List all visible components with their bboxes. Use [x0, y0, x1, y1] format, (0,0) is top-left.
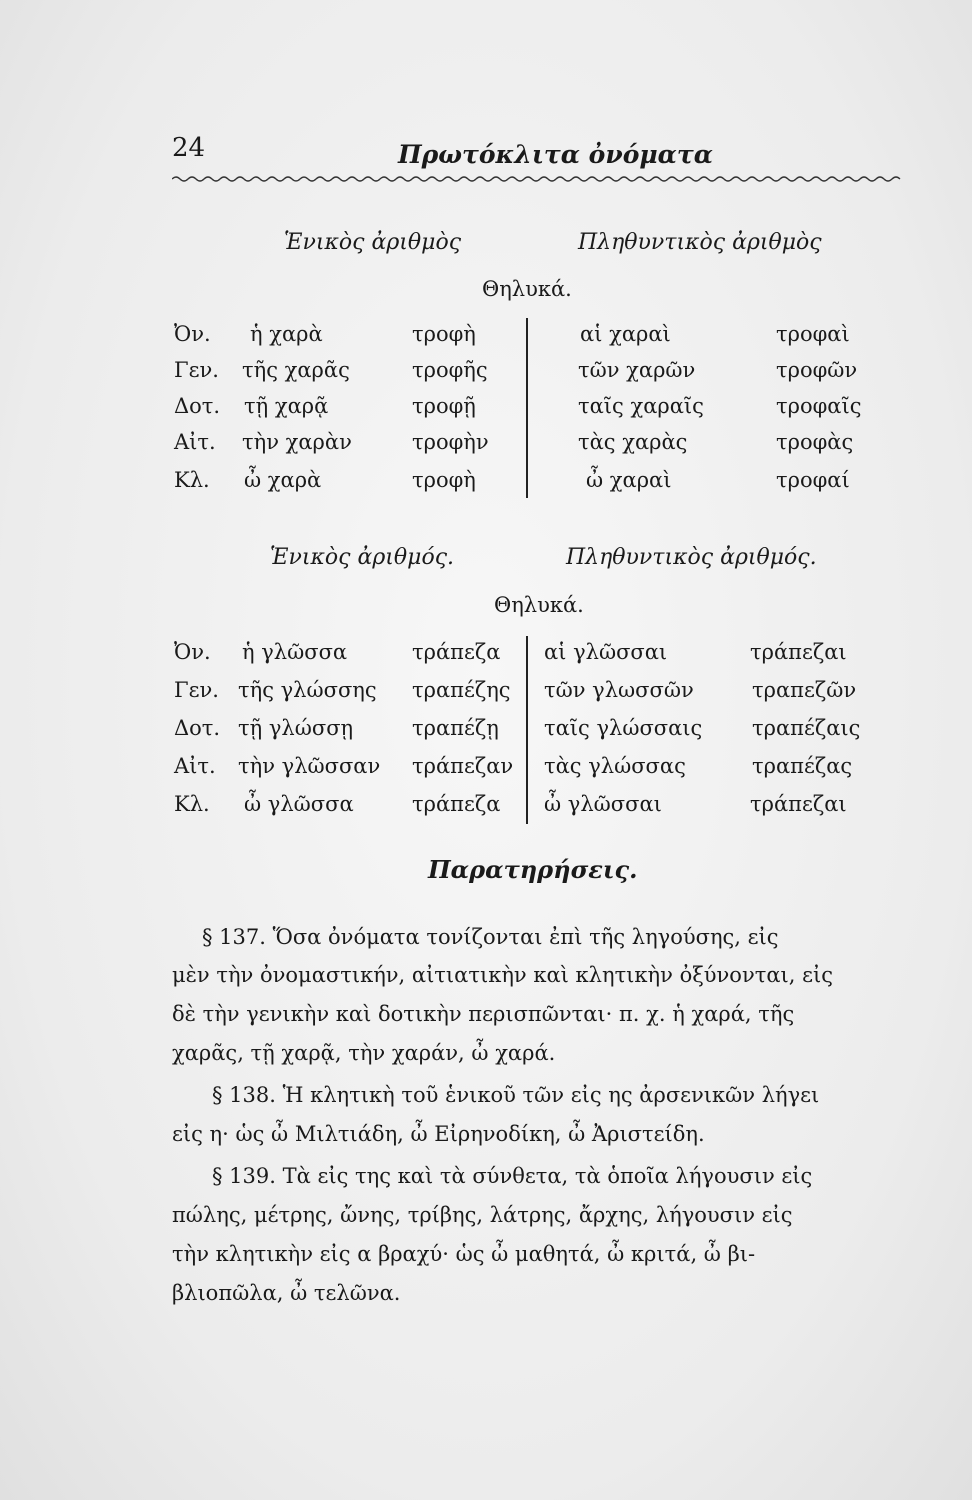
paragraph-line: χαρᾶς, τῇ χαρᾷ, τὴν χαράν, ὦ χαρά.: [172, 1041, 556, 1065]
table1-singular-form: τροφῇ: [412, 394, 476, 418]
table1-divider: [526, 318, 528, 498]
table1-plural-form: τροφαί: [776, 468, 850, 492]
table1-singular-form: τροφὴ: [412, 468, 476, 492]
table2-singular-form: τραπέζης: [412, 678, 511, 702]
table1-case-label: Γεν.: [174, 358, 219, 382]
table2-case-label: Κλ.: [174, 792, 210, 816]
table2-singular-label: Ἑνικὸς ἀριθμός.: [270, 545, 455, 570]
table2-plural-form: ταῖς γλώσσαις: [544, 716, 703, 740]
table1-plural-form: τὰς χαρὰς: [578, 430, 688, 454]
table1-case-label: Αἰτ.: [174, 430, 216, 454]
table1-case-label: Ὀν.: [174, 322, 211, 346]
table1-plural-form: τροφαῖς: [776, 394, 862, 418]
paragraph-line: § 137. Ὅσα ὀνόματα τονίζονται ἐπὶ τῆς ληγούσης, εἰς: [202, 925, 779, 949]
observations-heading: Παρατηρήσεις.: [428, 855, 638, 884]
paragraph-line: βλιοπῶλα, ὦ τελῶνα.: [172, 1281, 401, 1305]
running-title: Πρωτόκλιτα ὀνόματα: [398, 140, 713, 169]
table2-plural-form: τράπεζαι: [750, 640, 847, 664]
paragraph-line: δὲ τὴν γενικὴν καὶ δοτικὴν περισπῶνται· π. χ. ἡ χαρά, τῆς: [172, 1002, 795, 1026]
table2-case-label: Ὀν.: [174, 640, 211, 664]
table1-case-label: Δοτ.: [174, 394, 221, 418]
table2-case-label: Αἰτ.: [174, 754, 216, 778]
table2-plural-label: Πληθυντικὸς ἀριθμός.: [566, 545, 817, 570]
table1-singular-form: τῇ χαρᾷ: [244, 394, 329, 418]
table1-plural-form: τροφὰς: [776, 430, 854, 454]
table2-singular-form: τράπεζαν: [412, 754, 514, 778]
table1-case-label: Κλ.: [174, 468, 210, 492]
table1-plural-form: τῶν χαρῶν: [578, 358, 696, 382]
table1-plural-form: ταῖς χαραῖς: [578, 394, 704, 418]
table2-singular-form: ὦ γλῶσσα: [244, 792, 354, 816]
paragraph-line: τὴν κλητικὴν εἰς α βραχύ· ὡς ὦ μαθητά, ὦ κριτά, ὦ βι-: [172, 1242, 756, 1266]
table2-plural-form: τραπέζαις: [752, 716, 861, 740]
table2-plural-form: τραπέζας: [752, 754, 853, 778]
table2-singular-form: ἡ γλῶσσα: [242, 640, 348, 664]
table1-plural-form: τροφαὶ: [776, 322, 850, 346]
table2-singular-form: τραπέζῃ: [412, 716, 499, 740]
table1-singular-form: τῆς χαρᾶς: [242, 358, 350, 382]
table1-singular-form: τὴν χαρὰν: [242, 430, 352, 454]
table2-plural-form: ὦ γλῶσσαι: [544, 792, 662, 816]
table1-singular-label: Ἑνικὸς ἀριθμὸς: [284, 230, 462, 255]
wavy-rule: [172, 175, 902, 183]
table1-singular-form: τροφὴν: [412, 430, 489, 454]
paragraph-line: μὲν τὴν ὀνομαστικήν, αἰτιατικὴν καὶ κλητικὴν ὀξύνονται, εἰς: [172, 963, 833, 987]
table1-plural-form: ὦ χαραὶ: [586, 468, 672, 492]
table1-gender-label: Θηλυκά.: [482, 277, 572, 301]
table2-singular-form: τὴν γλῶσσαν: [238, 754, 381, 778]
table1-plural-form: αἱ χαραὶ: [580, 322, 671, 346]
page-number: 24: [172, 133, 206, 163]
table2-plural-form: τράπεζαι: [750, 792, 847, 816]
paragraph-line: εἰς η· ὡς ὦ Μιλτιάδη, ὦ Εἰρηνοδίκη, ὦ Ἀριστείδη.: [172, 1122, 705, 1146]
table2-plural-form: τῶν γλωσσῶν: [544, 678, 694, 702]
table2-case-label: Γεν.: [174, 678, 219, 702]
table2-singular-form: τράπεζα: [412, 792, 501, 816]
table1-plural-label: Πληθυντικὸς ἀριθμὸς: [578, 230, 822, 255]
table2-singular-form: τῆς γλώσσης: [238, 678, 377, 702]
table1-singular-form: ὦ χαρὰ: [244, 468, 322, 492]
table1-plural-form: τροφῶν: [776, 358, 858, 382]
table2-divider: [526, 636, 528, 824]
table2-singular-form: τράπεζα: [412, 640, 501, 664]
table2-singular-form: τῇ γλώσσῃ: [238, 716, 354, 740]
table1-singular-form: τροφῆς: [412, 358, 488, 382]
table2-plural-form: τραπεζῶν: [752, 678, 857, 702]
table1-singular-form: τροφὴ: [412, 322, 476, 346]
table2-plural-form: τὰς γλώσσας: [544, 754, 686, 778]
paragraph-line: § 138. Ἡ κλητικὴ τοῦ ἑνικοῦ τῶν εἰς ης ἀρσενικῶν λήγει: [212, 1083, 820, 1107]
paragraph-line: § 139. Τὰ εἰς της καὶ τὰ σύνθετα, τὰ ὁποῖα λήγουσιν εἰς: [212, 1164, 813, 1188]
table2-gender-label: Θηλυκά.: [494, 593, 584, 617]
table2-case-label: Δοτ.: [174, 716, 221, 740]
table2-plural-form: αἱ γλῶσσαι: [544, 640, 668, 664]
table1-singular-form: ἡ χαρὰ: [250, 322, 323, 346]
paragraph-line: πώλης, μέτρης, ὤνης, τρίβης, λάτρης, ἄρχης, λήγουσιν εἰς: [172, 1203, 793, 1227]
